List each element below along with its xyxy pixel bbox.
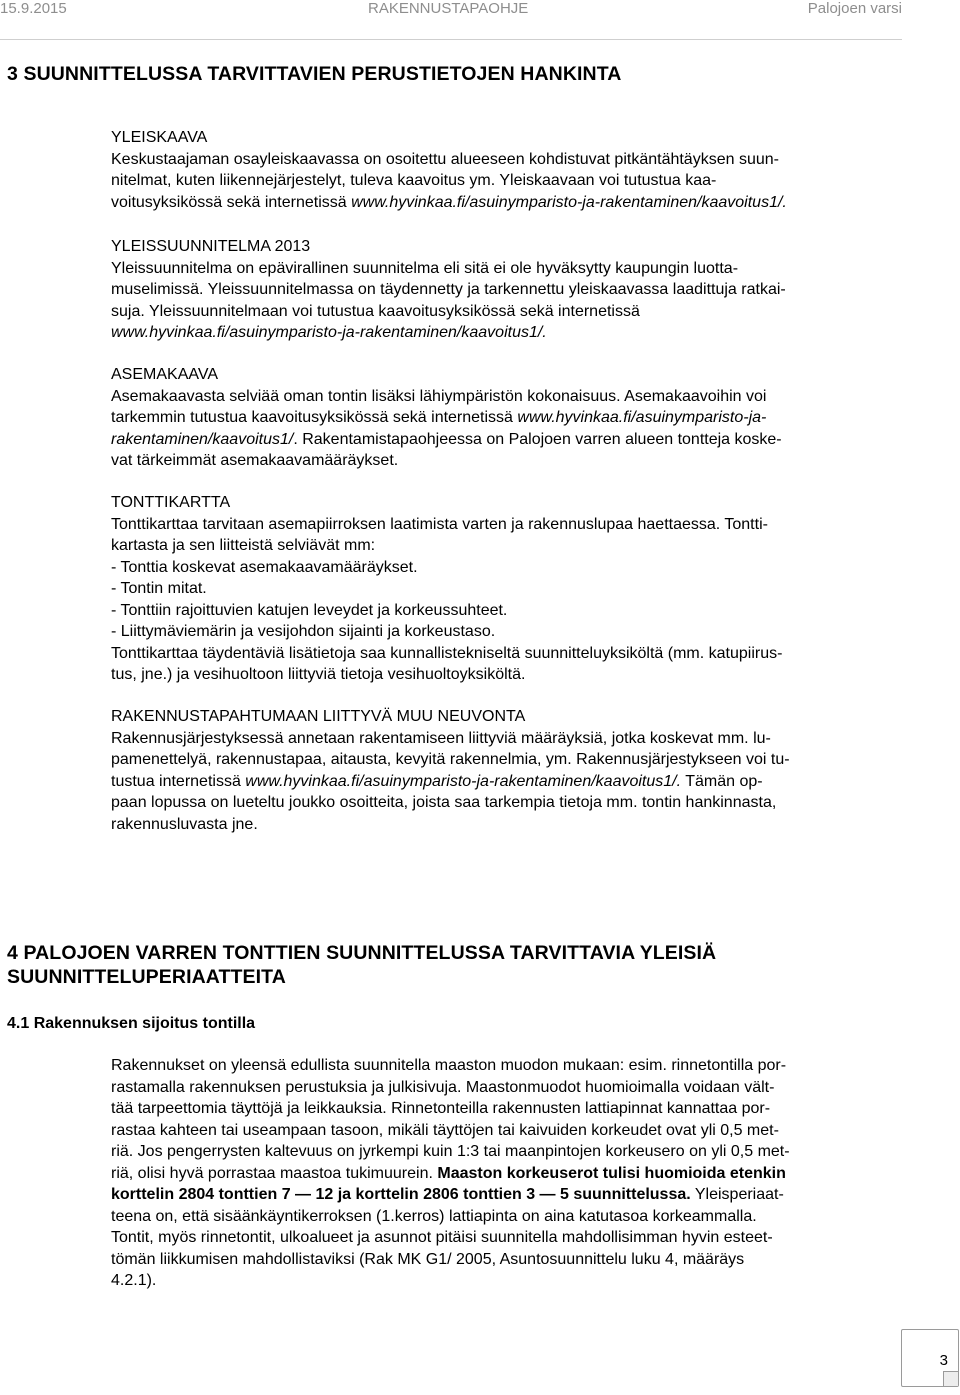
body-text: Asemakaavasta selviää oman tontin lisäksi lähiympäristön kokonaisuus. Asemakaavoihin voi tarkemmin tutustua kaavoitusyksikössä sekä internetissä [111,387,767,426]
header-date: 15.9.2015 [0,0,67,17]
section-neuvonta [111,706,906,835]
section-body: Tonttikarttaa tarvitaan asemapiirroksen laatimista varten ja rakennuslupaa haettaessa. Tontti- kartasta ja sen liitteistä selviävät mm: - Tonttia koskevat asemakaavamääräykset. - Tontin mitat. - Tonttiin rajoittuvien katujen leveydet ja korkeussuhteet. - Liittymäviemärin ja vesijohdon sijainti ja korkeustaso. Tonttikarttaa täydentäviä lisätietoja saa kunnallistekniseltä suunnitteluyksiköltä (mm. katupiirus- tus, jne.) ja vesihuoltoon liittyviä tietoja vesihuoltoyksiköltä. [111,515,783,683]
web-link[interactable]: www.hyvinkaa.fi/asuinymparisto-ja- rakentaminen/kaavoitus1/ [111,409,767,448]
body-text: . Rakentamistapaohjeessa on Palojoen varren alueen tontteja koske- vat tärkeimmät asemakaavamääräykset. [111,430,782,469]
header-title: RAKENNUSTAPAOHJE [368,0,529,17]
section-title: TONTTIKARTTA [111,494,231,511]
section-sijoitus [111,1055,906,1292]
page-number-box [901,1329,959,1387]
body-text: Yleissuunnitelma on epävirallinen suunnitelma eli sitä ei ole hyväksytty kaupungin luotta- muselimissä. Yleissuunnitelmassa on täydennetty ja tarkennettu yleiskaavassa laadittuja ratkai- suja. Yleissuunnitelmaan voi tutustua kaavoitusyksikössä sekä internetissä [111,259,786,320]
section-title: YLEISSUUNNITELMA 2013 [111,238,311,255]
section-title: ASEMAKAAVA [111,366,218,383]
web-link[interactable]: www.hyvinkaa.fi/asuinymparisto-ja-rakentaminen/kaavoitus1/. [245,772,682,790]
section-yleissuunnitelma [111,236,906,344]
section-body [111,386,906,472]
header-divider [0,39,902,40]
emphasis-text: Maaston korkeuserot tulisi huomioida etenkin korttelin 2804 tonttien 7 — 12 ja korttelin 2806 tonttien 3 — 5 suunnittelussa. [111,1164,786,1203]
section-title: RAKENNUSTAPAHTUMAAN LIITTYVÄ MUU NEUVONTA [111,708,526,725]
section-title: YLEISKAAVA [111,129,208,146]
subsection-heading: 4.1 Rakennuksen sijoitus tontilla [7,1015,256,1032]
section-body [111,1055,906,1292]
web-link[interactable]: www.hyvinkaa.fi/asuinymparisto-ja-rakentaminen/kaavoitus1/. [351,193,787,211]
section-body [111,149,906,214]
chapter-3-heading: 3 SUUNNITTELUSSA TARVITTAVIEN PERUSTIETOJEN HANKINTA [7,63,622,85]
body-text: Keskustaajaman osayleiskaavassa on osoitettu alueeseen kohdistuvat pitkäntähtäyksen suun- nitelmat, kuten liikennejärjestelyt, tuleva kaavoitus ym. Yleiskaavaan voi tutustua kaa- voitusyksikössä sekä internetissä [111,150,779,211]
web-link[interactable]: www.hyvinkaa.fi/asuinymparisto-ja-rakentaminen/kaavoitus1/. [111,324,547,341]
section-body [111,258,906,344]
section-body [111,728,906,836]
chapter-4-heading: 4 PALOJOEN VARREN TONTTIEN SUUNNITTELUSSA TARVITTAVIA YLEISIÄ SUUNNITTELUPERIAATTEITA [7,942,717,988]
page-number: 3 [939,1352,948,1369]
body-text: Rakennusjärjestyksessä annetaan rakentamiseen liittyviä määräyksiä, jotka koskevat mm. lu- pamenettelyä, rakennustapaa, aitausta, kevyitä rakennelmia, ym. Rakennusjärjestykseen voi tu- tustua internetissä [111,729,790,790]
body-text: Rakennukset on yleensä edullista suunnitella maaston muodon mukaan: esim. rinnetontilla por- rastamalla rakennuksen perustuksia ja julkisivuja. Maastonmuodot huomioimalla voidaan vält- tää tarpeettomia täyttöjä ja leikkauksia. Rinnetonteilla rakennusten lattiapinnat kannattaa por- rastaa kahteen tai useampaan tasoon, mikäli täyttöjen tai kaivuiden korkeudet ovat yli 0,5 met- riä. Jos pengerrysten kaltevuus on jyrkempi kuin 1:3 tai maanpintojen korkeusero on yli 0,5 met- riä, olisi hyvä porrastaa maastoa tukimuurein. [111,1057,790,1182]
section-tonttikartta [111,492,906,686]
section-asemakaava [111,364,906,472]
body-text: Yleisperiaat- teena on, että sisäänkäyntikerroksen (1.kerros) lattiapinta on aina katutasoa korkeammalla. Tontit, myös rinnetontit, ulkoalueet ja asunnot pitäisi suunnitella mahdollisimman hyvin esteet- tömän liikkumisen mahdollistaviksi (Rak MK G1/ 2005, Asuntosuunnittelu luku 4, määräys 4.2.1). [111,1186,784,1289]
page-corner-fold [943,1371,958,1386]
section-yleiskaava [111,127,906,213]
header-subtitle: Palojoen varsi [807,0,902,17]
body-text: Tämän op- paan lopussa on lueteltu joukko osoitteita, joista saa tarkempia tietoja mm. tontin hankinnasta, rakennusluvasta jne. [111,772,777,833]
